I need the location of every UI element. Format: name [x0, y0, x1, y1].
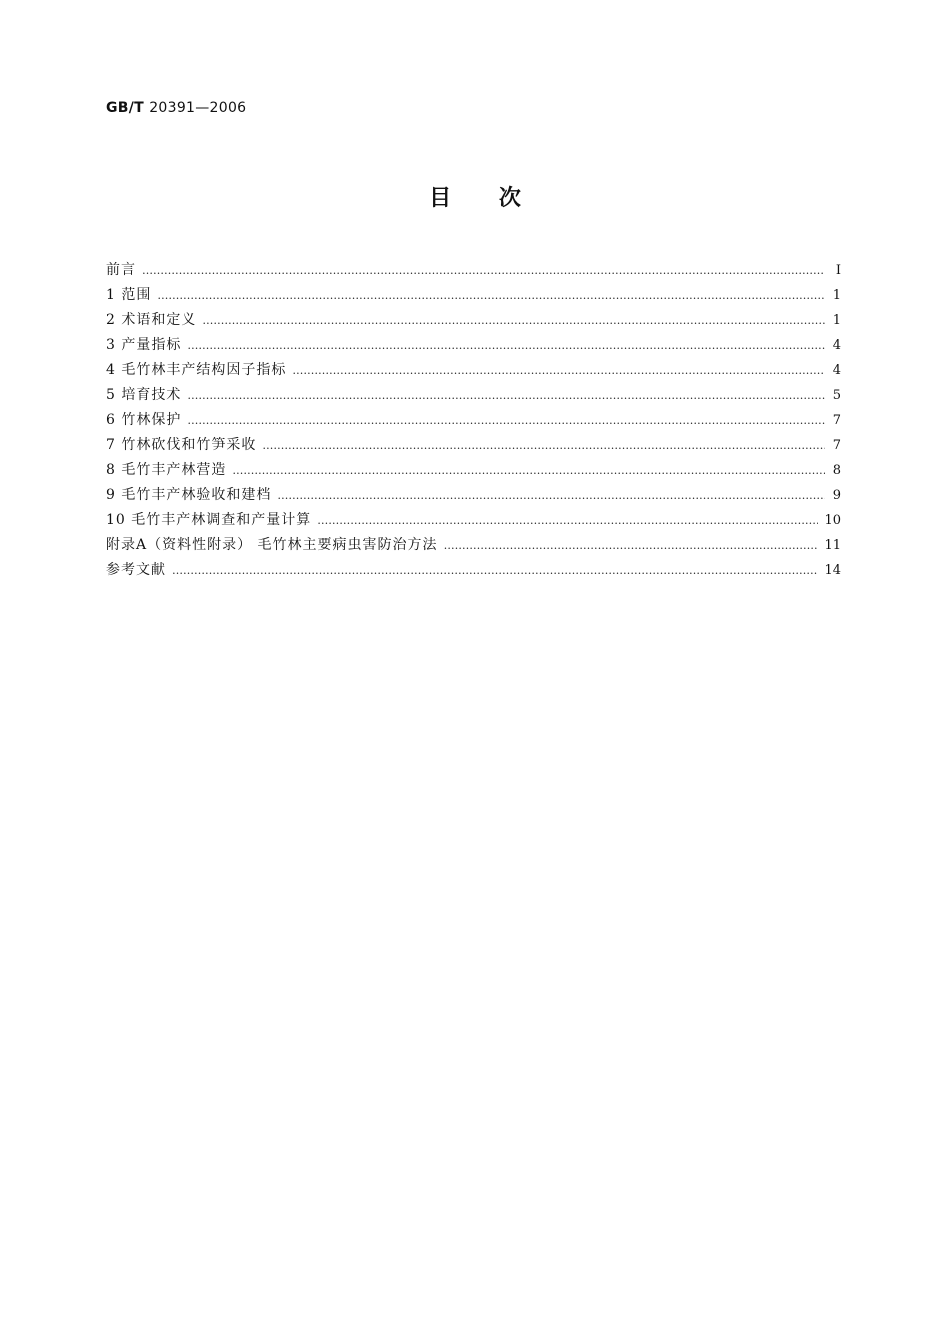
leader-dots: [444, 539, 819, 552]
toc-page-number: 4: [832, 363, 841, 378]
toc-page-number: 11: [824, 538, 841, 553]
toc-entry[interactable]: [106, 434, 841, 459]
leader-dots: [277, 489, 825, 502]
page-title: 目 次: [429, 186, 521, 211]
toc-label: 6 竹林保护: [106, 412, 182, 428]
toc-entry[interactable]: [106, 534, 841, 559]
toc-page-number: 5: [832, 388, 841, 403]
toc-page-number: Ⅰ: [835, 263, 841, 278]
leader-dots: [142, 264, 825, 277]
standard-number: 20391—2006: [149, 100, 247, 116]
table-of-contents: [106, 259, 841, 584]
toc-page-number: 14: [824, 563, 841, 578]
toc-page-number: 9: [832, 488, 841, 503]
toc-label: 参考文献: [106, 562, 166, 578]
toc-label: 9 毛竹丰产林验收和建档: [106, 487, 272, 503]
toc-entry[interactable]: [106, 509, 841, 534]
leader-dots: [317, 514, 818, 527]
toc-page-number: 4: [832, 338, 841, 353]
standard-code: [106, 100, 246, 116]
toc-page-number: 1: [832, 313, 841, 328]
toc-entry[interactable]: [106, 384, 841, 409]
toc-label: 4 毛竹林丰产结构因子指标: [106, 362, 287, 378]
leader-dots: [232, 464, 825, 477]
toc-entry[interactable]: [106, 359, 841, 384]
standard-prefix: GB/T: [106, 100, 145, 116]
toc-entry[interactable]: [106, 259, 841, 284]
leader-dots: [187, 389, 825, 402]
leader-dots: [292, 364, 825, 377]
toc-entry[interactable]: [106, 484, 841, 509]
toc-entry[interactable]: [106, 284, 841, 309]
toc-entry[interactable]: [106, 459, 841, 484]
toc-label: 8 毛竹丰产林营造: [106, 462, 227, 478]
toc-label: 附录A（资料性附录） 毛竹林主要病虫害防治方法: [106, 537, 438, 553]
toc-label: 7 竹林砍伐和竹笋采收: [106, 437, 257, 453]
leader-dots: [157, 289, 825, 302]
toc-page-number: 8: [832, 463, 841, 478]
toc-label: 10 毛竹丰产林调查和产量计算: [106, 512, 312, 528]
leader-dots: [187, 339, 825, 352]
leader-dots: [262, 439, 825, 452]
toc-entry[interactable]: [106, 309, 841, 334]
toc-entry[interactable]: [106, 334, 841, 359]
toc-page-number: 7: [832, 438, 841, 453]
toc-page-number: 10: [824, 513, 841, 528]
leader-dots: [202, 314, 825, 327]
toc-page-number: 1: [832, 288, 841, 303]
leader-dots: [172, 564, 818, 577]
toc-entry[interactable]: [106, 559, 841, 584]
toc-label: 3 产量指标: [106, 337, 182, 353]
toc-entry[interactable]: [106, 409, 841, 434]
leader-dots: [187, 414, 825, 427]
toc-label: 5 培育技术: [106, 387, 182, 403]
toc-label: 1 范围: [106, 287, 152, 303]
toc-label: 前言: [106, 262, 136, 278]
toc-label: 2 术语和定义: [106, 312, 197, 328]
toc-page-number: 7: [832, 413, 841, 428]
